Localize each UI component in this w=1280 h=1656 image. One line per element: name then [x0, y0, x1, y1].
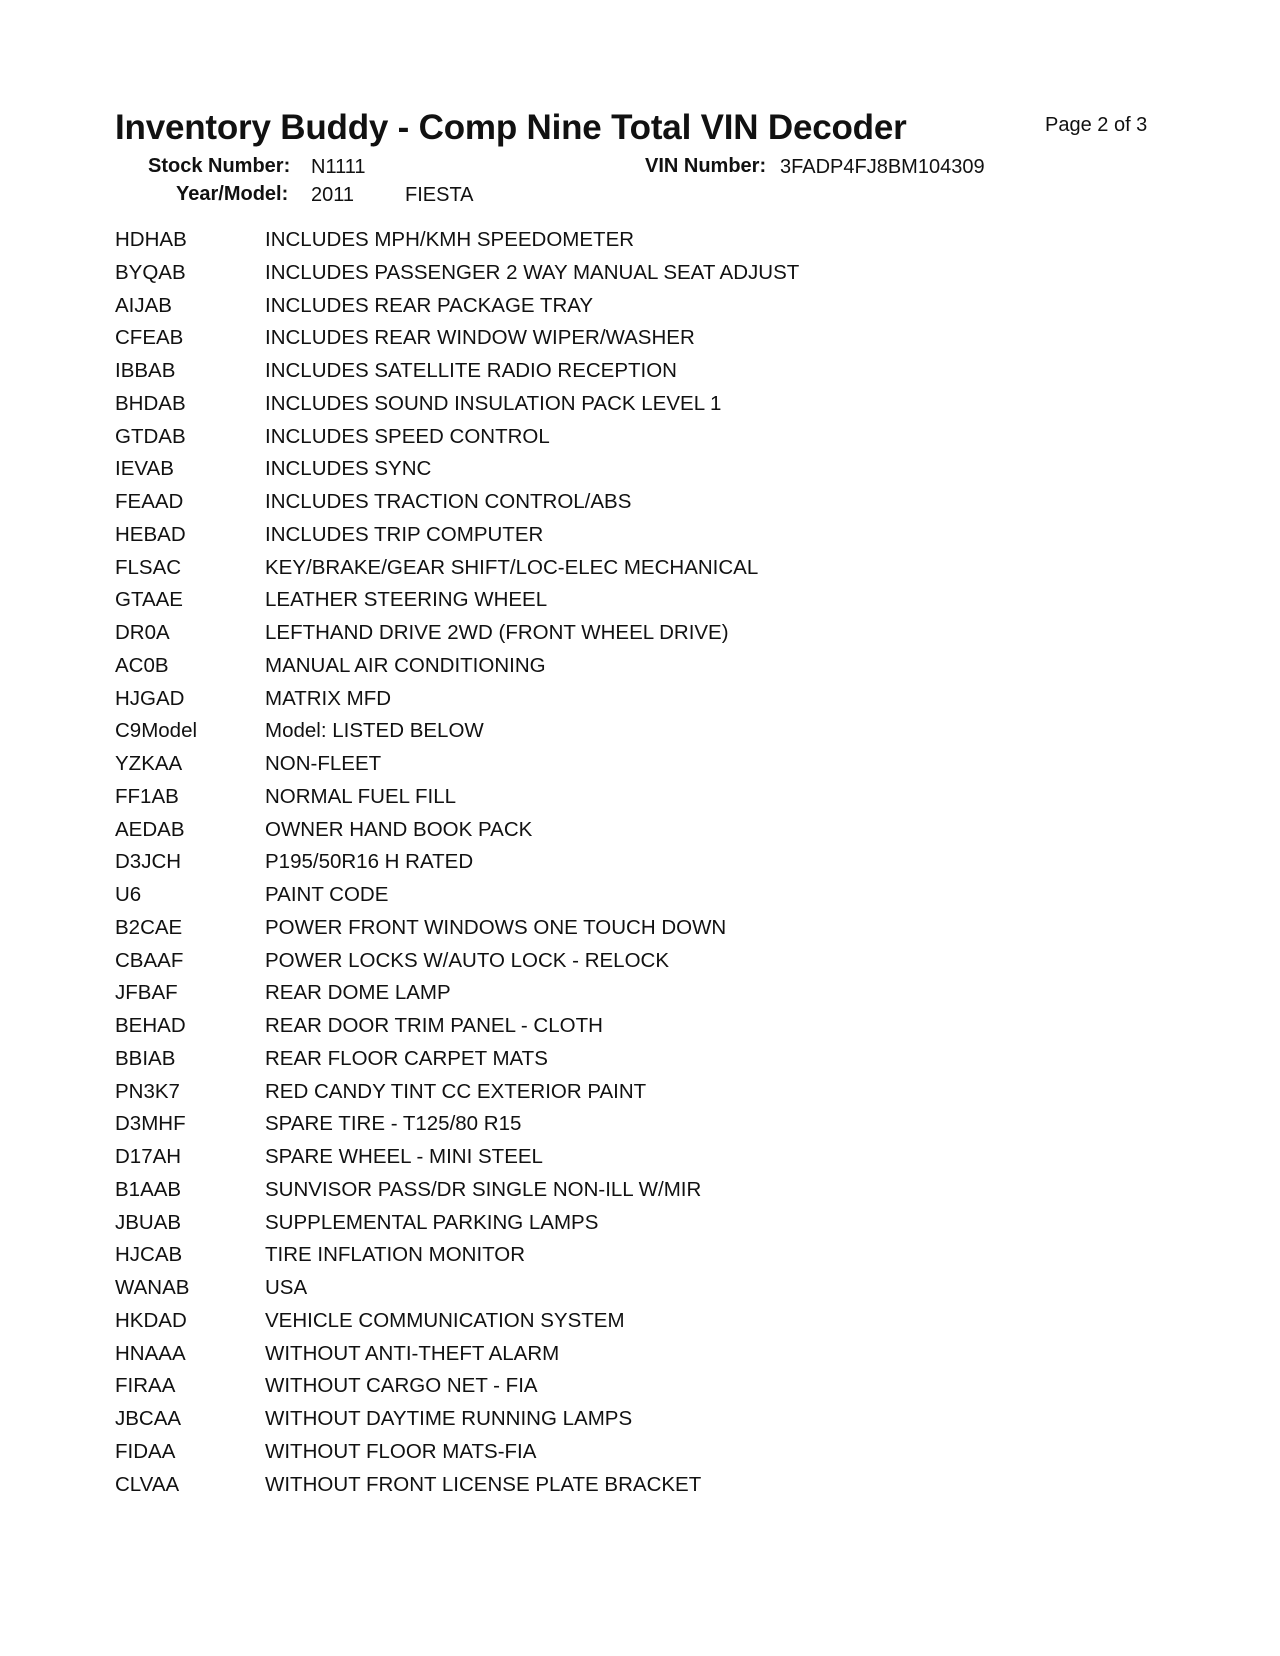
option-code: AEDAB [115, 817, 185, 841]
option-code: HDHAB [115, 228, 187, 251]
list-item [115, 230, 1115, 263]
list-item [115, 260, 1115, 296]
option-code: HJCAB [115, 1243, 183, 1267]
option-description: SUPPLEMENTAL PARKING LAMPS [265, 1210, 599, 1234]
option-code: BEHAD [115, 1014, 186, 1037]
list-item [115, 754, 1115, 787]
option-code: HEBAD [115, 522, 186, 546]
option-description: P195/50R16 H RATED [265, 850, 474, 874]
list-item [115, 1046, 1115, 1082]
option-code: JBCAA [115, 1407, 182, 1430]
list-item [115, 590, 1115, 623]
option-description: INCLUDES MPH/KMH SPEEDOMETER [265, 228, 635, 251]
option-code: D17AH [115, 1145, 182, 1168]
list-item [115, 1439, 1115, 1475]
list-item [115, 623, 1115, 656]
option-code: CFEAB [115, 326, 184, 350]
list-item [115, 1210, 1115, 1246]
list-item [115, 1409, 1115, 1442]
list-item [115, 1472, 1115, 1508]
option-description: LEATHER STEERING WHEEL [265, 588, 548, 612]
option-description: INCLUDES SPEED CONTROL [265, 424, 550, 448]
option-code: CBAAF [115, 948, 184, 972]
year-model-label: Year/Model: [176, 183, 289, 205]
list-item [115, 391, 1115, 427]
option-code: HKDAD [115, 1308, 187, 1332]
option-code: YZKAA [115, 752, 183, 775]
option-description: INCLUDES SYNC [265, 457, 432, 481]
option-description: KEY/BRAKE/GEAR SHIFT/LOC-ELEC MECHANICAL [265, 555, 759, 579]
list-item [115, 459, 1115, 492]
option-code: BYQAB [115, 260, 186, 284]
list-item [115, 686, 1115, 722]
option-description: WITHOUT CARGO NET - FIA [265, 1374, 538, 1398]
option-code: GTAAE [115, 588, 183, 612]
option-description: INCLUDES TRIP COMPUTER [265, 522, 544, 546]
option-description: VEHICLE COMMUNICATION SYSTEM [265, 1308, 625, 1332]
option-code-list [115, 230, 1115, 1507]
option-code: JFBAF [115, 981, 178, 1005]
list-item [115, 653, 1115, 689]
option-description: OWNER HAND BOOK PACK [265, 817, 533, 841]
list-item [115, 1245, 1115, 1278]
option-description: WITHOUT FRONT LICENSE PLATE BRACKET [265, 1472, 702, 1496]
list-item [115, 983, 1115, 1016]
option-description: NON-FLEET [265, 752, 382, 775]
option-description: INCLUDES SATELLITE RADIO RECEPTION [265, 359, 677, 382]
list-item [115, 1341, 1115, 1377]
year-value: 2011 [311, 184, 355, 206]
option-description: RED CANDY TINT CC EXTERIOR PAINT [265, 1079, 647, 1103]
stock-number-value: N1111 [311, 156, 366, 178]
option-code: WANAB [115, 1276, 190, 1299]
option-description: INCLUDES REAR PACKAGE TRAY [265, 293, 594, 317]
list-item [115, 424, 1115, 460]
option-description: USA [265, 1276, 308, 1299]
option-code: D3MHF [115, 1112, 186, 1136]
list-item [115, 885, 1115, 918]
list-item [115, 522, 1115, 558]
option-code: FLSAC [115, 555, 182, 579]
option-description: SPARE TIRE - T125/80 R15 [265, 1112, 522, 1136]
option-code: C9Model [115, 719, 198, 743]
option-code: CLVAA [115, 1472, 180, 1496]
list-item [115, 948, 1115, 984]
option-code: JBUAB [115, 1210, 182, 1234]
stock-number-label: Stock Number: [148, 155, 291, 177]
option-description: REAR FLOOR CARPET MATS [265, 1046, 548, 1070]
option-description: INCLUDES SOUND INSULATION PACK LEVEL 1 [265, 391, 722, 415]
option-code: FEAAD [115, 490, 184, 513]
list-item [115, 721, 1115, 754]
option-code: BHDAB [115, 391, 186, 415]
list-item [115, 1147, 1115, 1180]
list-item [115, 1114, 1115, 1147]
list-item [115, 817, 1115, 853]
option-description: WITHOUT DAYTIME RUNNING LAMPS [265, 1407, 633, 1430]
option-description: MATRIX MFD [265, 686, 392, 710]
list-item [115, 361, 1115, 394]
option-code: HJGAD [115, 686, 185, 710]
option-code: FIRAA [115, 1374, 176, 1398]
vin-number-value: 3FADP4FJ8BM104309 [780, 156, 985, 178]
option-code: U6 [115, 883, 142, 906]
option-description: REAR DOOR TRIM PANEL - CLOTH [265, 1014, 603, 1037]
option-code: FIDAA [115, 1439, 176, 1463]
list-item [115, 1278, 1115, 1311]
option-description: PAINT CODE [265, 883, 389, 906]
option-code: PN3K7 [115, 1079, 180, 1103]
option-description: POWER LOCKS W/AUTO LOCK - RELOCK [265, 948, 669, 972]
option-description: NORMAL FUEL FILL [265, 784, 456, 808]
option-description: POWER FRONT WINDOWS ONE TOUCH DOWN [265, 915, 727, 939]
list-item [115, 555, 1115, 591]
list-item [115, 328, 1115, 361]
option-description: INCLUDES PASSENGER 2 WAY MANUAL SEAT ADJUST [265, 260, 800, 284]
option-description: TIRE INFLATION MONITOR [265, 1243, 526, 1267]
model-value: FIESTA [405, 184, 474, 206]
page-title: Inventory Buddy - Comp Nine Total VIN Decoder [115, 108, 907, 147]
option-code: B2CAE [115, 915, 183, 939]
list-item [115, 492, 1115, 525]
option-code: AIJAB [115, 293, 172, 317]
option-code: D3JCH [115, 850, 182, 874]
option-description: WITHOUT ANTI-THEFT ALARM [265, 1341, 560, 1365]
list-item [115, 1308, 1115, 1344]
list-item [115, 1016, 1115, 1049]
list-item [115, 293, 1115, 329]
option-description: MANUAL AIR CONDITIONING [265, 653, 546, 677]
option-description: INCLUDES REAR WINDOW WIPER/WASHER [265, 326, 695, 350]
option-code: B1AAB [115, 1177, 182, 1201]
list-item [115, 1079, 1115, 1115]
option-code: AC0B [115, 653, 169, 677]
list-item [115, 1376, 1115, 1409]
option-description: LEFTHAND DRIVE 2WD (FRONT WHEEL DRIVE) [265, 621, 729, 644]
option-code: IEVAB [115, 457, 174, 481]
option-description: Model: LISTED BELOW [265, 719, 484, 743]
list-item [115, 1177, 1115, 1213]
list-item [115, 852, 1115, 885]
option-description: INCLUDES TRACTION CONTROL/ABS [265, 490, 632, 513]
option-description: SUNVISOR PASS/DR SINGLE NON-ILL W/MIR [265, 1177, 702, 1201]
option-code: FF1AB [115, 784, 179, 808]
page-indicator: Page 2 of 3 [1045, 114, 1148, 136]
option-description: WITHOUT FLOOR MATS-FIA [265, 1439, 537, 1463]
option-code: BBIAB [115, 1046, 176, 1070]
list-item [115, 915, 1115, 951]
option-code: GTDAB [115, 424, 186, 448]
option-description: REAR DOME LAMP [265, 981, 451, 1005]
list-item [115, 784, 1115, 820]
option-description: SPARE WHEEL - MINI STEEL [265, 1145, 543, 1168]
option-code: HNAAA [115, 1341, 186, 1365]
vin-number-label: VIN Number: [645, 155, 767, 177]
option-code: IBBAB [115, 359, 176, 382]
option-code: DR0A [115, 621, 170, 644]
